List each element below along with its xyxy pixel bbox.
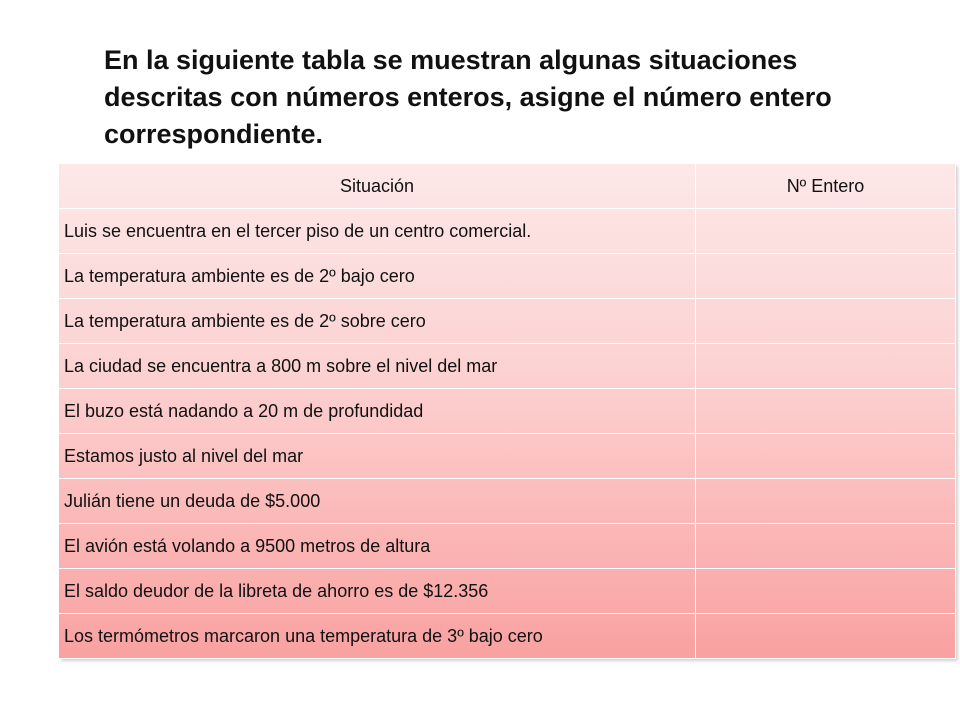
entero-cell[interactable] bbox=[696, 479, 956, 524]
table-row bbox=[59, 344, 956, 389]
situacion-cell: Estamos justo al nivel del mar bbox=[59, 434, 696, 479]
entero-cell[interactable] bbox=[696, 434, 956, 479]
entero-cell[interactable] bbox=[696, 614, 956, 659]
header-numero-entero: Nº Entero bbox=[696, 164, 956, 209]
table-row bbox=[59, 569, 956, 614]
table-row bbox=[59, 524, 956, 569]
entero-cell[interactable] bbox=[696, 389, 956, 434]
entero-cell[interactable] bbox=[696, 254, 956, 299]
table-row bbox=[59, 254, 956, 299]
table-row bbox=[59, 389, 956, 434]
situacion-cell: El buzo está nadando a 20 m de profundidad bbox=[59, 389, 696, 434]
entero-cell[interactable] bbox=[696, 569, 956, 614]
situacion-cell: El avión está volando a 9500 metros de altura bbox=[59, 524, 696, 569]
entero-cell[interactable] bbox=[696, 299, 956, 344]
situacion-cell: Los termómetros marcaron una temperatura de 3º bajo cero bbox=[59, 614, 696, 659]
header-situacion: Situación bbox=[59, 164, 696, 209]
situacion-cell: La temperatura ambiente es de 2º bajo cero bbox=[59, 254, 696, 299]
table-row bbox=[59, 479, 956, 524]
entero-cell[interactable] bbox=[696, 344, 956, 389]
situations-table bbox=[58, 163, 955, 658]
entero-cell[interactable] bbox=[696, 524, 956, 569]
table-row bbox=[59, 299, 956, 344]
entero-cell[interactable] bbox=[696, 209, 956, 254]
situacion-cell: La ciudad se encuentra a 800 m sobre el nivel del mar bbox=[59, 344, 696, 389]
page-title: En la siguiente tabla se muestran algunas situaciones descritas con números enteros, asigne el número entero correspondiente. bbox=[104, 45, 832, 149]
situacion-cell: El saldo deudor de la libreta de ahorro es de $12.356 bbox=[59, 569, 696, 614]
situacion-cell: Luis se encuentra en el tercer piso de un centro comercial. bbox=[59, 209, 696, 254]
table-row bbox=[59, 614, 956, 659]
table-row bbox=[59, 209, 956, 254]
situacion-cell: La temperatura ambiente es de 2º sobre cero bbox=[59, 299, 696, 344]
situacion-cell: Julián tiene un deuda de $5.000 bbox=[59, 479, 696, 524]
table-row bbox=[59, 434, 956, 479]
table-header-row bbox=[59, 164, 956, 209]
